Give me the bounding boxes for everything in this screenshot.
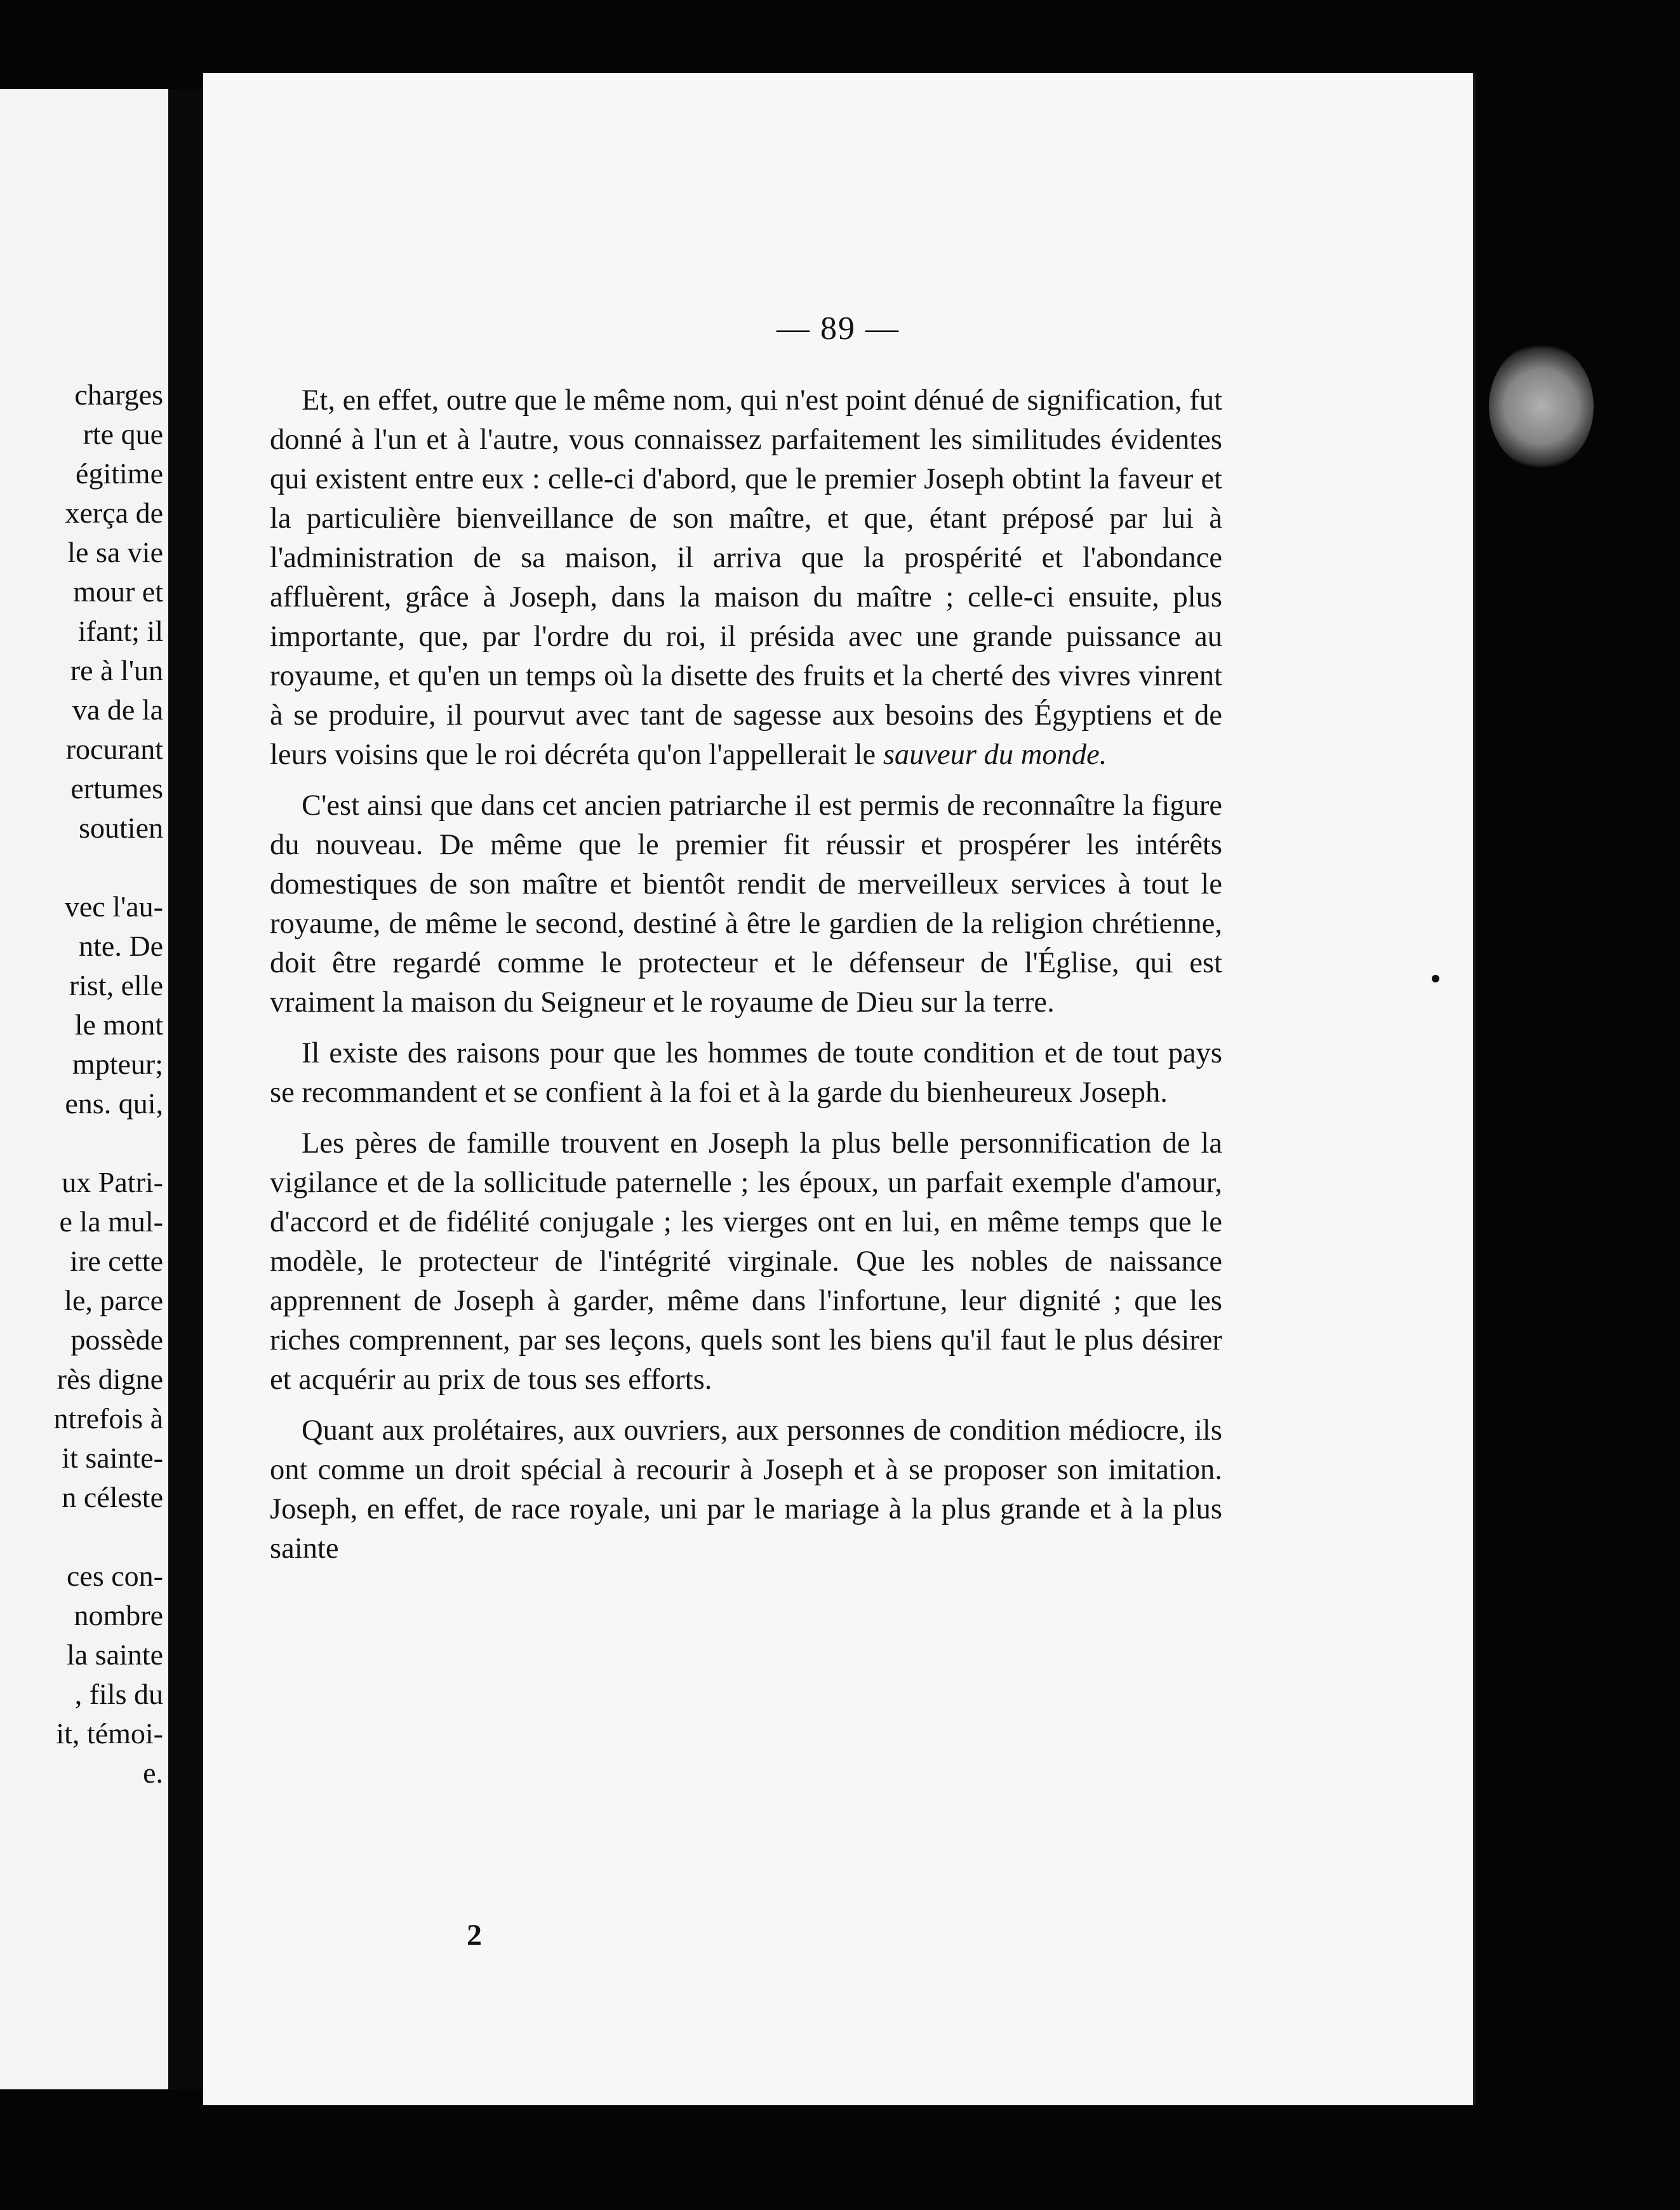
paragraph-text: Il existe des raisons pour que les hommes de toute condition et de tout pays se recommandent et se confient à la foi et à la garde du bienheureux Joseph.	[270, 1037, 1222, 1109]
left-page-line: la sainte	[67, 1638, 163, 1671]
paragraph-text: Et, en effet, outre que le même nom, qui n'est point dénué de signification, fut donné à l'un et à l'autre, vous connaissez parfaitement les similitudes évidentes qui existent entre eux : celle-ci d'abord, que le premier Joseph obtint la faveur et la particulière bienveillance de son maître, et que, étant préposé par lui à l'administration de sa maison, il arriva que la prospérité et l'abondance affluèrent, grâce à Joseph, dans la maison du maître ; celle-ci ensuite, plus importante, que, par l'ordre du roi, il présida avec une grande puissance au royaume, et qu'en un temps où la disette des fruits et la cherté des vivres vinrent à se produire, il pourvut avec tant de sagesse aux besoins des Égyptiens et de leurs voisins que le roi décréta qu'on l'appellerait le	[270, 384, 1222, 771]
left-page-line: vec l'au-	[64, 890, 163, 923]
left-page-line: mour et	[73, 575, 163, 608]
left-page-line: rès digne	[57, 1363, 163, 1395]
left-page-line: e la mul-	[59, 1205, 163, 1238]
left-page-line: it sainte-	[62, 1442, 163, 1474]
left-page-line: , fils du	[74, 1678, 163, 1710]
paragraph	[270, 1034, 1222, 1113]
left-page-line: n céleste	[62, 1481, 163, 1513]
left-page-line: ifant; il	[77, 615, 163, 647]
left-page	[0, 89, 168, 2089]
left-page-line: rist, elle	[69, 969, 163, 1001]
left-page-line: rte que	[83, 418, 163, 450]
left-page-line: mpteur;	[72, 1048, 163, 1080]
left-page-line: soutien	[79, 812, 163, 844]
left-page-line: nte. De	[79, 930, 163, 962]
paragraph	[270, 1124, 1222, 1400]
left-page-line: ertumes	[70, 772, 163, 805]
ink-dot	[1432, 975, 1439, 982]
left-page-line: ens. qui,	[65, 1087, 163, 1120]
left-page-line: le mont	[74, 1008, 163, 1041]
left-page-line: xerça de	[65, 497, 163, 529]
left-page-line: nombre	[74, 1599, 163, 1631]
left-page-line: it, témoi-	[56, 1717, 163, 1750]
left-page-line: ntrefois à	[53, 1402, 163, 1435]
page-body	[270, 381, 1222, 1580]
book-gutter	[168, 89, 203, 2089]
stain-mark	[1489, 343, 1594, 470]
paragraph-italic-text: sauveur du monde.	[883, 739, 1107, 771]
signature-mark: 2	[467, 1919, 482, 1952]
right-page	[203, 73, 1473, 2105]
paragraph	[270, 1411, 1222, 1569]
paragraph	[270, 381, 1222, 775]
left-page-line: égitime	[76, 457, 163, 490]
left-page-line: ces con-	[67, 1560, 163, 1592]
paragraph-text: Les pères de famille trouvent en Joseph la plus belle personnification de la vigilance et de la sollicitude paternelle ; les époux, un parfait exemple d'amour, d'accord et de fidélité conjugale ; les vierges ont en lui, en même temps que le modèle, le protecteur de l'intégrité virginale. Que les nobles de naissance apprennent de Joseph à garder, même dans l'infortune, leur dignité ; que les riches comprennent, par ses leçons, quels sont les biens qu'il faut le plus désirer et acquérir au prix de tous ses efforts.	[270, 1127, 1222, 1396]
paragraph-text: Quant aux prolétaires, aux ouvriers, aux personnes de condition médiocre, ils ont comme un droit spécial à recourir à Joseph et à se proposer son imitation. Joseph, en effet, de race royale, uni par le mariage à la plus grande et à la plus sainte	[270, 1414, 1222, 1565]
left-page-line: charges	[74, 378, 163, 411]
page-number: — 89 —	[777, 311, 900, 347]
left-page-line: ux Patri-	[62, 1166, 163, 1198]
paragraph-text: C'est ainsi que dans cet ancien patriarche il est permis de reconnaître la figure du nouveau. De même que le premier fit réussir et prospérer les intérêts domestiques de son maître et bientôt rendit de merveilleux services à tout le royaume, de même le second, destiné à être le gardien de la religion chrétienne, doit être regardé comme le protecteur et le défenseur de l'Église, qui est vraiment la maison du Seigneur et le royaume de Dieu sur la terre.	[270, 789, 1222, 1019]
paragraph	[270, 786, 1222, 1022]
left-page-line: le sa vie	[67, 536, 163, 568]
left-page-line: rocurant	[65, 733, 163, 765]
left-page-line: e.	[143, 1757, 163, 1789]
left-page-line: ire cette	[70, 1245, 163, 1277]
left-page-line: re à l'un	[70, 654, 163, 686]
left-page-line: va de la	[72, 693, 163, 726]
left-page-line: possède	[70, 1323, 163, 1356]
left-page-line: le, parce	[64, 1284, 163, 1316]
